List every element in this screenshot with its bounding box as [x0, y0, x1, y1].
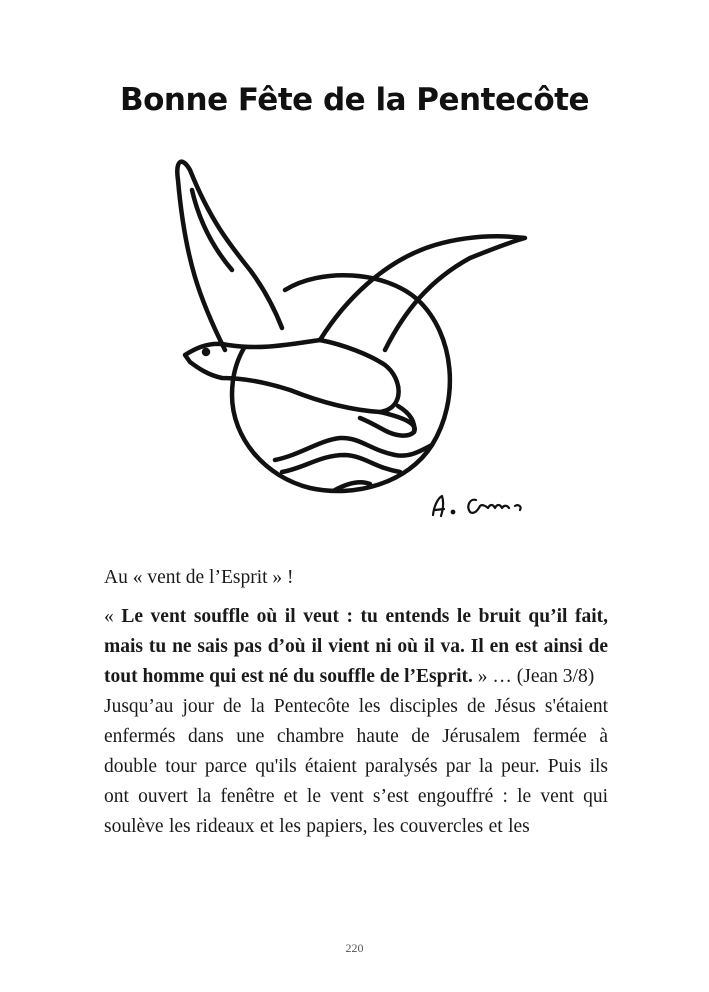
- intro-line: Au « vent de l’Esprit » !: [104, 567, 294, 588]
- article-body: [104, 563, 608, 842]
- quote-open: «: [104, 606, 122, 627]
- artist-signature: [433, 496, 521, 516]
- dove-left-wing-inner: [192, 190, 232, 270]
- dove-illustration: [170, 150, 550, 530]
- dove-eye: [204, 350, 208, 354]
- page-title: Bonne Fête de la Pentecôte: [120, 82, 589, 118]
- quote-reference: » … (Jean 3/8): [472, 666, 595, 687]
- scripture-quote: [104, 602, 608, 692]
- dove-right-wing: [320, 236, 525, 350]
- narrative-paragraph: Jusqu’au jour de la Pentecôte les disciples de Jésus s'étaient enfermés dans une chambre haute de Jérusalem fermée à double tour parce qu'ils étaient paralysés par la peur. Puis ils ont ouvert la fenêtre et le vent s’est engouffré : le vent qui soulève les rideaux et les papiers, les couvercles et les: [104, 696, 608, 837]
- quote-text: Le vent souffle où il veut : tu entends le bruit qu’il fait, mais tu ne sais pas d’où il vient ni où il va. Il en est ainsi de tout homme qui est né du souffle de l’Esprit.: [104, 606, 608, 687]
- dove-body: [185, 340, 399, 412]
- page-number: 220: [345, 941, 364, 955]
- wave-2: [282, 455, 400, 472]
